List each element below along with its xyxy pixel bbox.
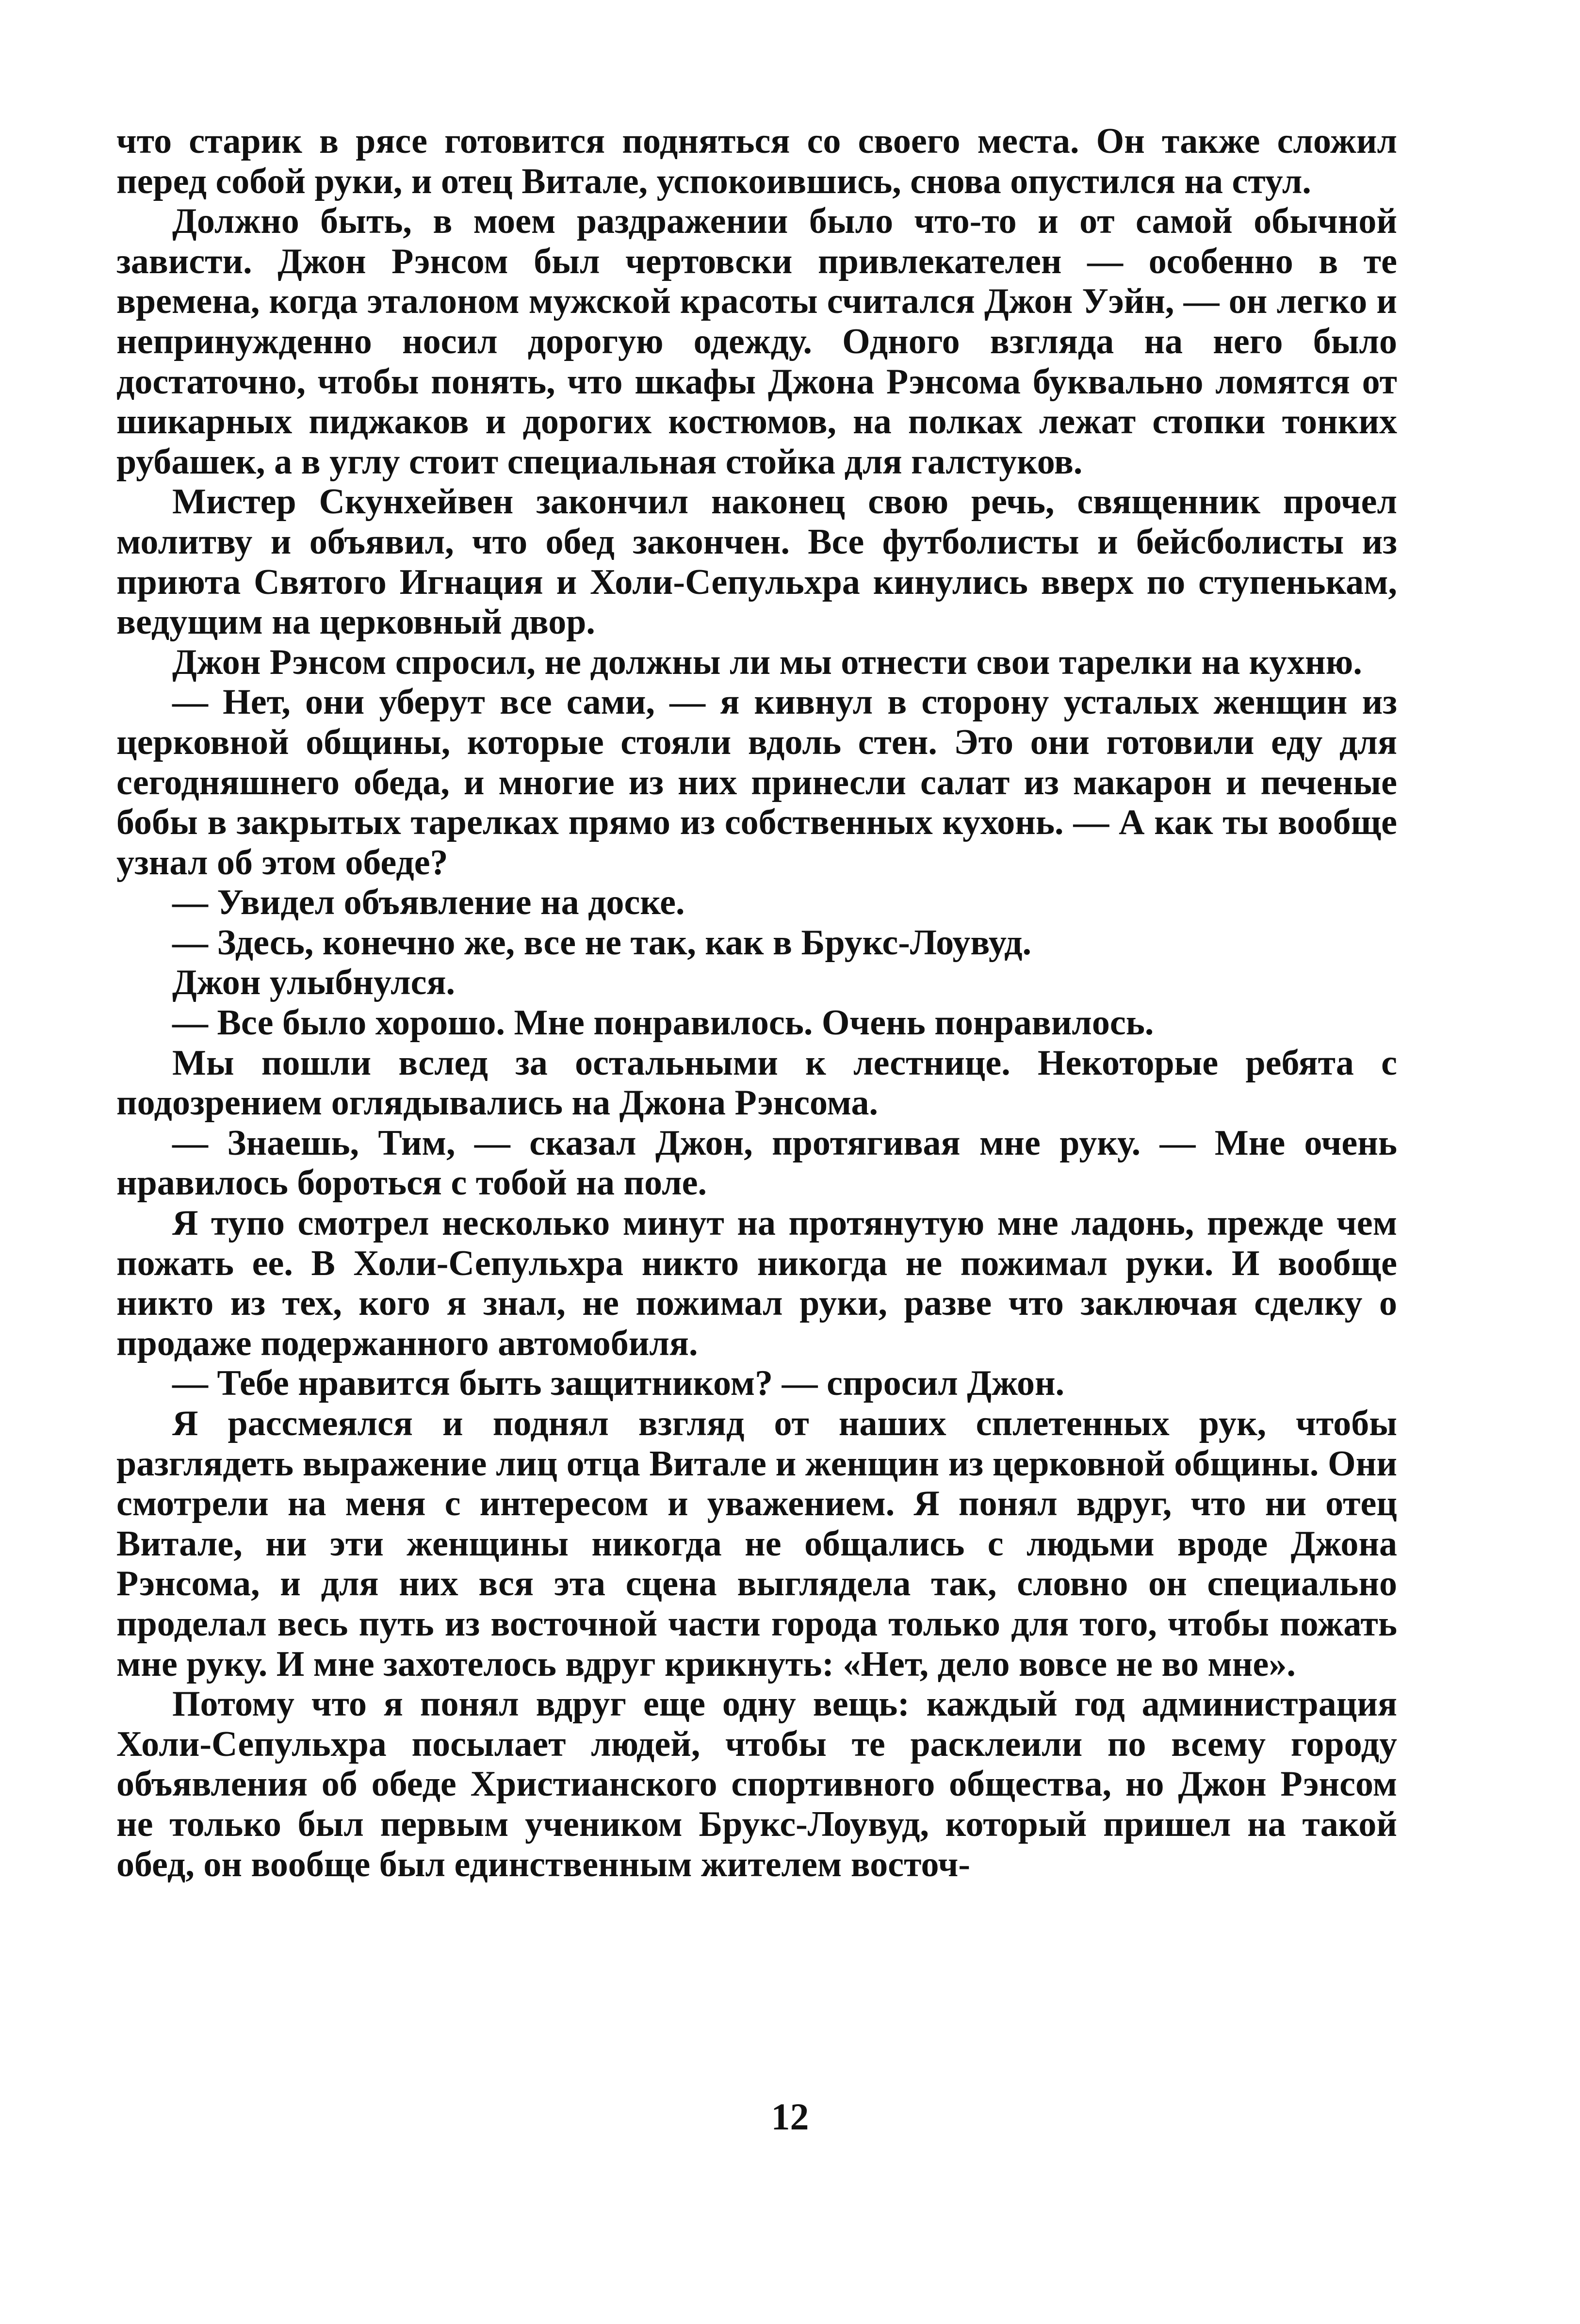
dialogue-paragraph: — Здесь, конечно же, все не так, как в Брукс-Лоувуд. <box>172 922 1032 963</box>
body-text <box>116 121 1397 1884</box>
paragraph-continuation: что старик в рясе готовится подняться со своего места. Он также сложил перед собой руки, и отец Витале, успокоившись, снова опустился на стул. <box>116 121 1397 201</box>
paragraph: Мы пошли вслед за остальными к лестнице. Некоторые ребята с подозрением оглядывались на Джона Рэнсома. <box>116 1043 1397 1123</box>
paragraph: Я тупо смотрел несколько минут на протянутую мне ладонь, прежде чем пожать ее. В Холи-Сепульхра никто никогда не пожимал руки. И вообще никто из тех, кого я знал, не пожимал руки, разве что заключая сделку о продаже подержанного автомобиля. <box>116 1203 1397 1363</box>
dialogue-paragraph: — Тебе нравится быть защитником? — спросил Джон. <box>172 1363 1065 1404</box>
paragraph: Потому что я понял вдруг еще одну вещь: каждый год администрация Холи-Сепульхра посылает людей, чтобы те расклеили по всему городу объявления об обеде Христианского спортивного общества, но Джон Рэнсом не только был первым учеником Брукс-Лоувуд, который пришел на такой обед, он вообще был единственным жителем восточ- <box>116 1684 1397 1884</box>
dialogue-paragraph: — Нет, они уберут все сами, — я кивнул в сторону усталых женщин из церковной общины, которые стояли вдоль стен. Это они готовили еду для сегодняшнего обеда, и многие из них принесли салат из макарон и печеные бобы в закрытых тарелках прямо из собственных кухонь. — А как ты вообще узнал об этом обеде? <box>116 682 1397 883</box>
paragraph: Джон улыбнулся. <box>172 963 456 1003</box>
paragraph: Мистер Скунхейвен закончил наконец свою речь, священник прочел молитву и объявил, что обед закончен. Все футболисты и бейсболисты из приюта Святого Игнация и Холи-Сепульхра кинулись вверх по ступенькам, ведущим на церковный двор. <box>116 482 1397 642</box>
dialogue-paragraph: — Знаешь, Тим, — сказал Джон, протягивая мне руку. — Мне очень нравилось бороться с тобой на поле. <box>116 1123 1397 1203</box>
paragraph: Джон Рэнсом спросил, не должны ли мы отнести свои тарелки на кухню. <box>172 642 1362 682</box>
paragraph: Я рассмеялся и поднял взгляд от наших сплетенных рук, чтобы разглядеть выражение лиц отца Витале и женщин из церковной общины. Они смотрели на меня с интересом и уважением. Я понял вдруг, что ни отец Витале, ни эти женщины никогда не общались с людьми вроде Джона Рэнсома, и для них вся эта сцена выглядела так, словно он специально проделал весь путь из восточной части города только для того, чтобы пожать мне руку. И мне захотелось вдруг крикнуть: «Нет, дело вовсе не во мне». <box>116 1404 1397 1684</box>
page-number: 12 <box>771 2095 809 2138</box>
dialogue-paragraph: — Увидел объявление на доске. <box>172 883 685 923</box>
dialogue-paragraph: — Все было хорошо. Мне понравилось. Очень понравилось. <box>172 1003 1154 1043</box>
paragraph: Должно быть, в моем раздражении было что-то и от самой обычной зависти. Джон Рэнсом был чертовски привлекателен — особенно в те времена, когда эталоном мужской красоты считался Джон Уэйн, — он легко и непринужденно носил дорогую одежду. Одного взгляда на него было достаточно, чтобы понять, что шкафы Джона Рэнсома буквально ломятся от шикарных пиджаков и дорогих костюмов, на полках лежат стопки тонких рубашек, а в углу стоит специальная стойка для галстуков. <box>116 201 1397 482</box>
